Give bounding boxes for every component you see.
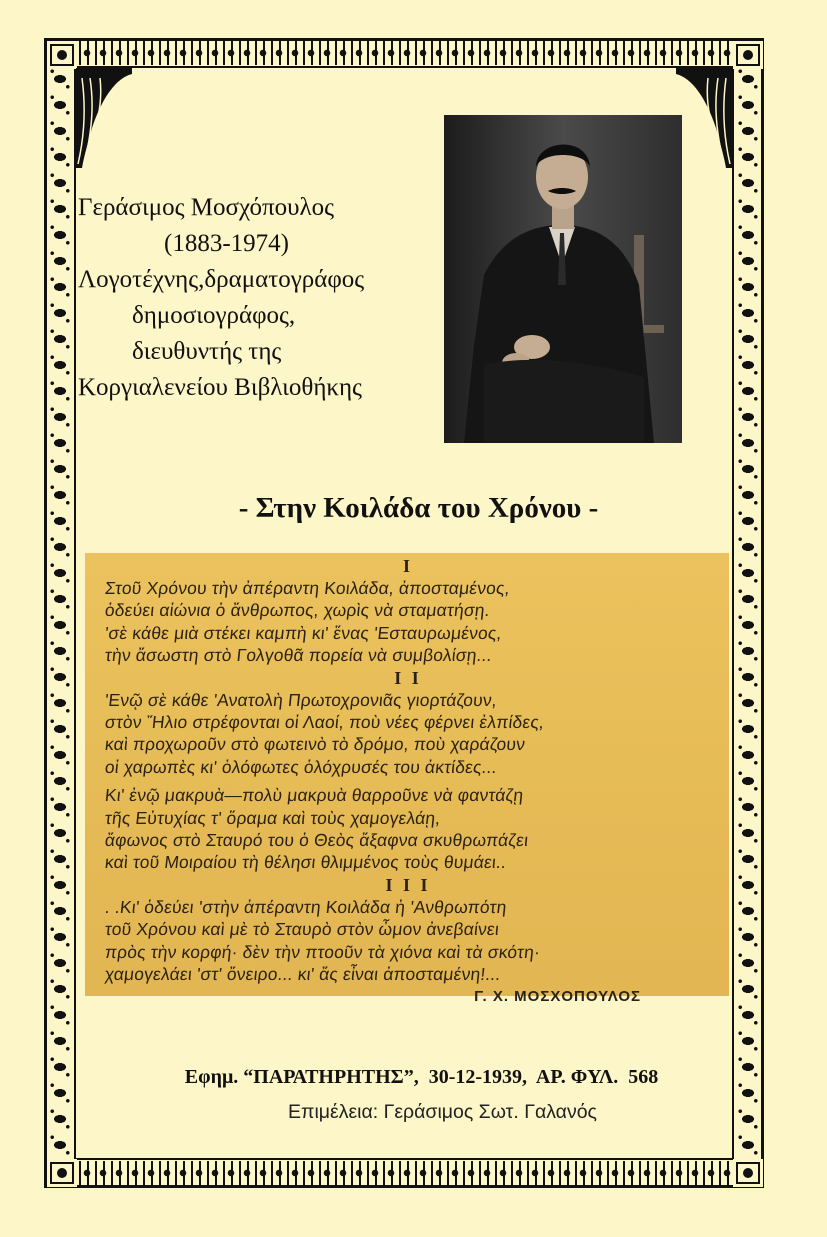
section-number: I I I bbox=[385, 874, 431, 895]
corner-ornament-icon bbox=[47, 41, 77, 69]
portrait-figure-icon bbox=[444, 115, 682, 443]
author-bio bbox=[78, 190, 448, 406]
poem-line: οἱ χαρωπὲς κι' ὁλόφωτες ὁλόχρυσές του ἀκτίδες... bbox=[103, 756, 498, 777]
author-name: Γεράσιμος Μοσχόπουλος bbox=[78, 194, 335, 221]
source-citation-text: Εφημ. “ΠΑΡΑΤΗΡΗΤΗΣ”, 30-12-1939, ΑΡ. ΦΥΛ. 568 bbox=[184, 1066, 659, 1088]
poem-line: χαμογελάει 'στ' ὄνειρο... κι' ἄς εἶναι ἀποσταμένη!... bbox=[103, 964, 502, 985]
poem-line: καὶ τοῦ Μοιραίου τὴ θέλησι θλιμμένος τοὺς θυμάει.. bbox=[103, 852, 508, 873]
poem-line: τῆς Εὐτυχίας τ' ὅραμα καὶ τοὺς χαμογελάῃ, bbox=[103, 807, 442, 828]
poem-line: στὸν Ἥλιο στρέφονται οἱ Λαοί, ποὺ νέες φέρνει ἐλπίδες, bbox=[103, 712, 546, 733]
drapery-ornament-icon bbox=[676, 68, 732, 168]
author-role-2: δημοσιογράφος, bbox=[132, 302, 296, 329]
editor-credit: Επιμέλεια: Γεράσιμος Σωτ. Γαλανός bbox=[288, 1101, 597, 1123]
corner-ornament-icon bbox=[47, 1159, 77, 1187]
author-role-3: διευθυντής της bbox=[132, 338, 282, 365]
poem-line: καὶ προχωροῦν στὸ φωτεινὸ τὸ δρόμο, ποὺ χαράζουν bbox=[103, 734, 527, 755]
corner-ornament-icon bbox=[733, 1159, 763, 1187]
poem-line: τοῦ Χρόνου καὶ μὲ τὸ Σταυρὸ στὸν ὦμον ἀνεβαίνει bbox=[103, 919, 501, 940]
corner-ornament-icon bbox=[733, 41, 763, 69]
poem-line: Κι' ἐνῷ μακρυὰ—πολὺ μακρυὰ θαρροῦνε νὰ φαντάζῃ bbox=[103, 785, 525, 806]
poem-title-text: - Στην Κοιλάδα του Χρόνου - bbox=[238, 492, 599, 524]
author-role-1: Λογοτέχνης,δραματογράφος bbox=[78, 266, 365, 293]
newspaper-clipping bbox=[85, 553, 729, 1005]
poem-line: . .Κι' ὁδεύει 'στὴν ἀπέραντη Κοιλάδα ἡ 'Ανθρωπότη bbox=[103, 896, 508, 917]
poem-title bbox=[0, 492, 827, 525]
poem-line: 'σὲ κάθε μιὰ στέκει καμπὴ κι' ἕνας 'Εσταυρωμένος, bbox=[103, 622, 503, 643]
poem-signature: Γ. Χ. ΜΟΣΧΟΠΟΥΛΟΣ bbox=[474, 987, 641, 1005]
poem-line: Στοῦ Χρόνου τὴν ἀπέραντη Κοιλάδα, ἀποσταμένος, bbox=[103, 578, 511, 598]
poem-line: πρὸς τὴν κορφή· δὲν τὴν πτοοῦν τὰ χιόνα καὶ τὰ σκότη· bbox=[103, 941, 542, 962]
poem-line: ὁδεύει αἰώνια ὁ ἄνθρωπος, χωρὶς νὰ σταματήσῃ. bbox=[103, 600, 491, 621]
section-number: I I bbox=[394, 667, 422, 688]
author-dates: (1883-1974) bbox=[164, 230, 289, 257]
section-number: I bbox=[402, 556, 413, 576]
drapery-ornament-icon bbox=[76, 68, 132, 168]
author-portrait-photo bbox=[444, 115, 682, 443]
poem-line: ἄφωνος στὸ Σταυρό του ὁ Θεὸς ἄξαφνα σκυθρωπάζει bbox=[103, 830, 530, 851]
author-role-4: Κοργιαλενείου Βιβλιοθήκης bbox=[78, 374, 362, 401]
poem-line: 'Ενῷ σὲ κάθε 'Ανατολὴ Πρωτοχρονιᾶς γιορτάζουν, bbox=[103, 689, 498, 710]
poem-line: τὴν ἄσωστη στὸ Γολγοθᾶ πορεία νὰ συμβολίσῃ... bbox=[103, 645, 493, 666]
